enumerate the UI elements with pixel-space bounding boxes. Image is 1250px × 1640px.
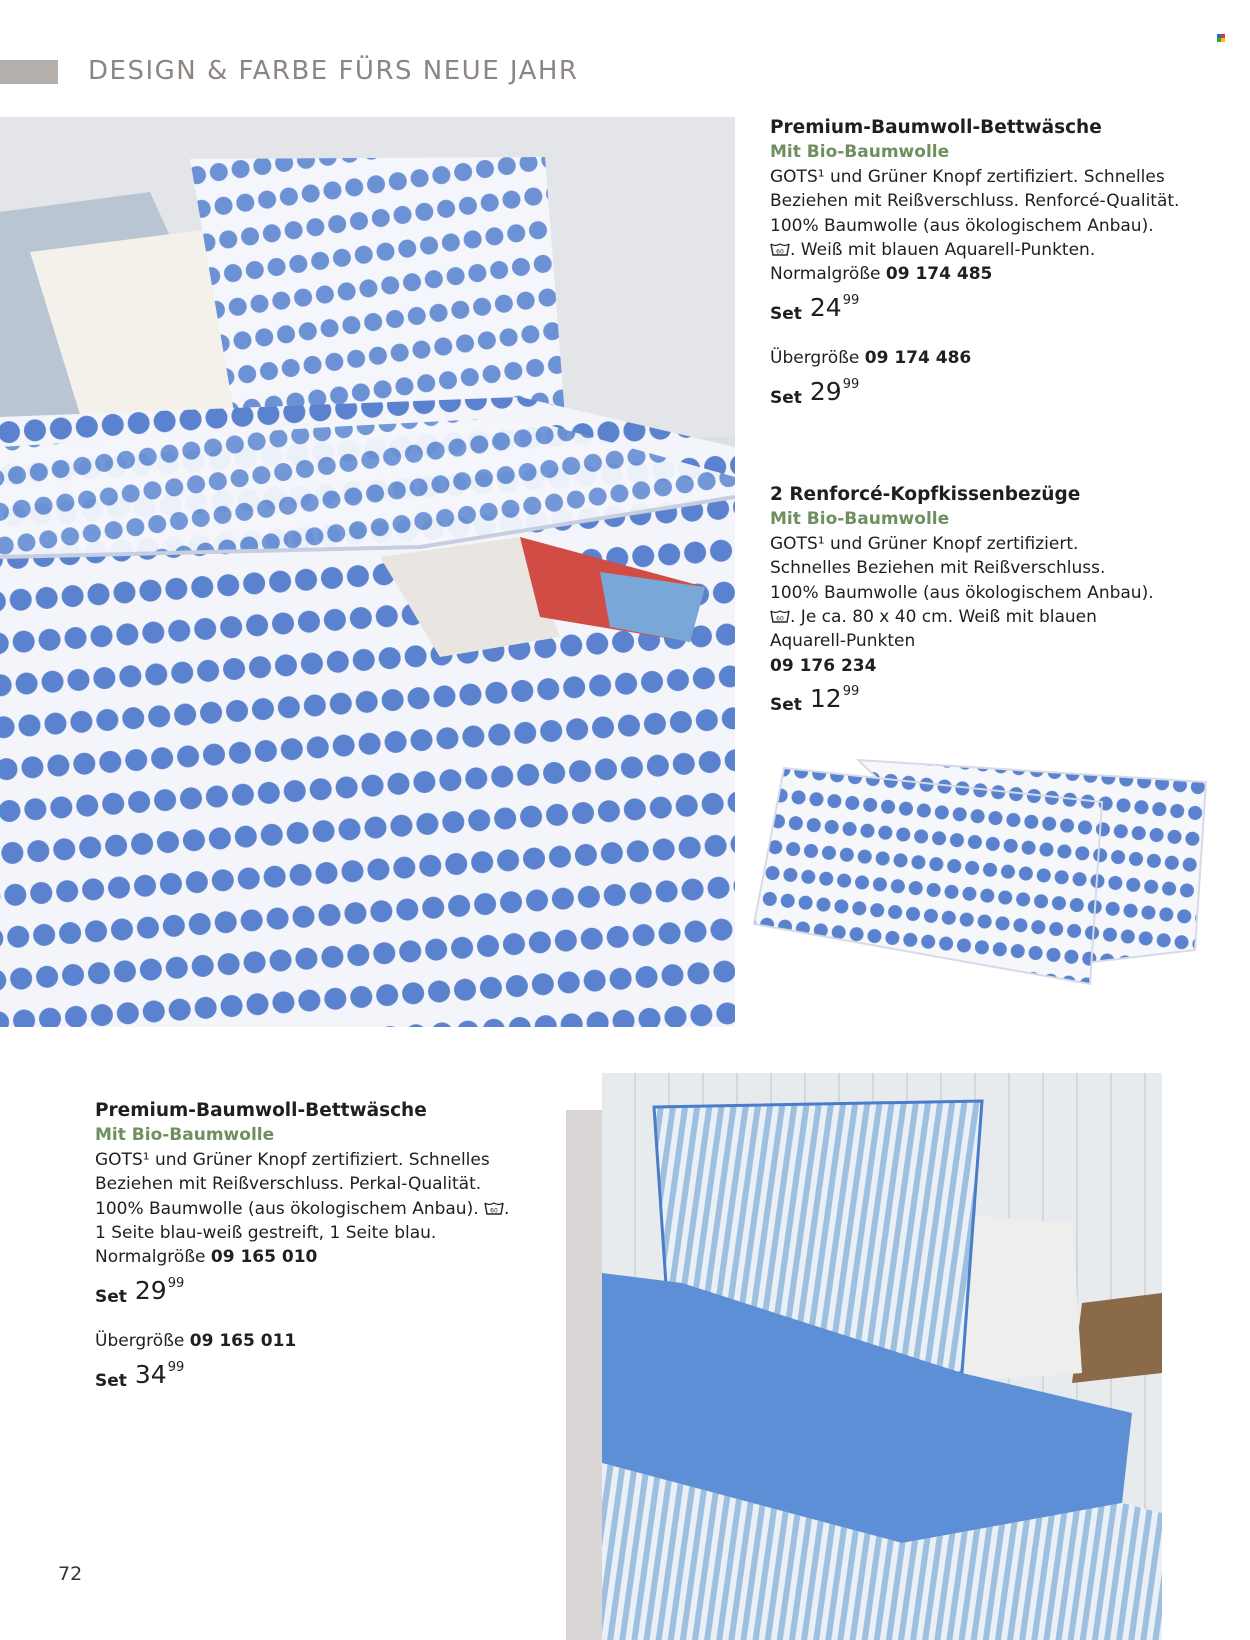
article-number: 09 176 234 [770, 655, 877, 676]
size-oversize: Übergröße 09 174 486 [770, 348, 972, 369]
wash-60-icon [770, 242, 790, 257]
product-subtitle: Mit Bio-Baumwolle [95, 1125, 275, 1146]
product-description-line: 60 . Weiß mit blauen Aquarell-Punkten. [770, 238, 1240, 262]
product-description-line: 100% Baumwolle (aus ökologischem Anbau). [770, 582, 1154, 603]
product-description-line: GOTS¹ und Grüner Knopf zertifiziert. [770, 533, 1079, 554]
product-description-line: Beziehen mit Reißverschluss. Renforcé-Qualität. [770, 191, 1180, 212]
product-duvet-dots [770, 116, 1240, 410]
product-description-line: Beziehen mit Reißverschluss. Perkal-Qualität. [95, 1174, 482, 1195]
price: Set 34 99 [95, 1359, 185, 1391]
price: Set 24 99 [770, 292, 860, 324]
product-title: 2 Renforcé-Kopfkissenbezüge [770, 484, 1081, 505]
wash-60-icon [484, 1201, 504, 1216]
article-number: 09 174 485 [885, 264, 993, 285]
article-number: 09 165 011 [189, 1331, 297, 1352]
svg-text:60: 60 [490, 1207, 498, 1215]
page-number: 72 [58, 1563, 83, 1585]
product-description-line: 1 Seite blau-weiß gestreift, 1 Seite blau. [95, 1223, 437, 1244]
product-pillowcases [770, 483, 1240, 718]
size-normal: Normalgröße 09 165 010 [95, 1247, 318, 1268]
product-description-line: GOTS¹ und Grüner Knopf zertifiziert. Schnelles [770, 166, 1165, 187]
article-number: 09 165 010 [210, 1247, 318, 1268]
photo-dotted-bed [0, 117, 735, 1027]
photo-striped-bed [602, 1073, 1162, 1640]
photo-pillowcases [740, 752, 1220, 992]
size-normal: Normalgröße 09 174 485 [770, 264, 993, 285]
product-subtitle: Mit Bio-Baumwolle [770, 142, 950, 163]
product-description-line: 100% Baumwolle (aus ökologischem Anbau). [770, 215, 1154, 236]
svg-text:60: 60 [776, 615, 784, 623]
price: Set 29 99 [770, 376, 860, 408]
product-duvet-stripes [95, 1099, 555, 1393]
product-title: Premium-Baumwoll-Bettwäsche [95, 1100, 427, 1121]
corner-color-mark [1217, 34, 1225, 42]
product-description-line: GOTS¹ und Grüner Knopf zertifiziert. Schnelles [95, 1149, 490, 1170]
price: Set 29 99 [95, 1275, 185, 1307]
decorative-strip [566, 1110, 602, 1640]
size-oversize: Übergröße 09 165 011 [95, 1331, 297, 1352]
product-description-line: 100% Baumwolle (aus ökologischem Anbau). 60 . [95, 1198, 510, 1219]
page-title: DESIGN & FARBE FÜRS NEUE JAHR [88, 56, 579, 86]
product-description-line: Schnelles Beziehen mit Reißverschluss. [770, 558, 1106, 579]
product-description-line: Aquarell-Punkten [770, 631, 916, 652]
product-description-line: 60 . Je ca. 80 x 40 cm. Weiß mit blauen [770, 605, 1240, 629]
svg-text:60: 60 [776, 248, 784, 256]
product-subtitle: Mit Bio-Baumwolle [770, 509, 950, 530]
wash-60-icon [770, 609, 790, 624]
price: Set 12 99 [770, 684, 860, 716]
product-title: Premium-Baumwoll-Bettwäsche [770, 117, 1102, 138]
header-bar [0, 60, 58, 84]
article-number: 09 174 486 [864, 348, 972, 369]
